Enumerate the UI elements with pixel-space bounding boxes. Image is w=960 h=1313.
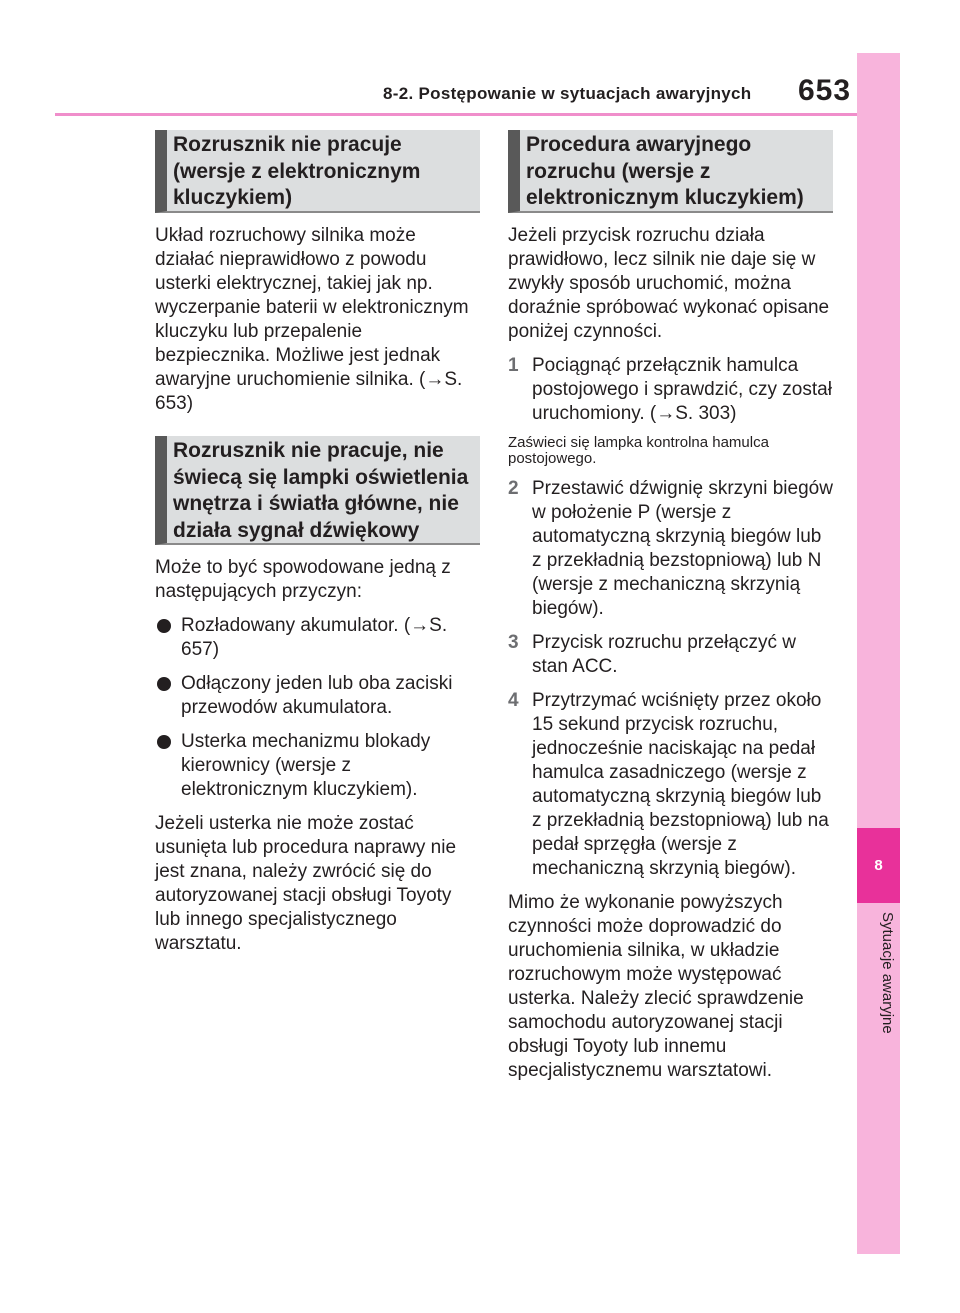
bullet-icon	[157, 619, 171, 633]
step-2	[508, 477, 833, 621]
paragraph-emergency-outro: Mimo że wykonanie powyższych czynności może doprowadzić do uruchomienia silnika, w układzie rozruchowym może występować usterka. Należy zlecić sprawdzenie samochodu autoryzowanej stacji obsługi Toyoty lub innemu specjalistycznemu warsztatowi.	[508, 892, 804, 1081]
step-3	[508, 631, 833, 679]
header-divider	[55, 113, 857, 116]
step-1	[508, 354, 833, 426]
step-text: Przytrzymać wciśnięty przez około 15 sekund przycisk rozruchu, jednocześnie naciskając na pedał hamulca zasadniczego (wersje z automatyczną skrzynią biegów lub z przekładnią bezstopniową) lub na pedał sprzęgła (wersje z mechaniczną skrzynią biegów).	[532, 690, 829, 879]
chapter-side-tab	[857, 53, 900, 1254]
list-item	[155, 730, 480, 802]
step-4	[508, 689, 833, 881]
step-number: 1	[508, 355, 519, 376]
chapter-title: Sytuacje awaryjne	[879, 912, 896, 1034]
paragraph-starter-cause: Układ rozruchowy silnika może działać nieprawidłowo z powodu usterki elektrycznej, takiej jak np. wyczerpanie baterii w elektronicznym kluczyku lub przepalenie bezpiecznika. Możliwe jest jednak awaryjne uruchomienie silnika. (→S. 653)	[155, 225, 469, 414]
step-number: 3	[508, 632, 519, 653]
step-note: Zaświeci się lampka kontrolna hamulca postojowego.	[508, 434, 769, 467]
list-item	[155, 614, 480, 662]
heading-emergency-start: Procedura awaryjnego rozruchu (wersje z elektronicznym kluczykiem)	[508, 130, 833, 213]
list-item-text: Rozładowany akumulator. (→S. 657)	[181, 615, 448, 660]
page-number: 653	[798, 74, 852, 107]
step-text: Pociągnąć przełącznik hamulca postojowego i sprawdzić, czy został uruchomiony. (→S. 303)	[532, 355, 832, 424]
step-number: 4	[508, 690, 519, 711]
heading-no-lights-no-horn: Rozrusznik nie pracuje, nie świecą się lampki oświetlenia wnętrza i światła główne, nie działa sygnał dźwiękowy	[155, 436, 480, 545]
paragraph-contact-service: Jeżeli usterka nie może zostać usunięta lub procedura naprawy nie jest znana, należy zwrócić się do autoryzowanej stacji obsługi Toyoty lub innego specjalistycznego warsztatu.	[155, 813, 457, 954]
list-item	[155, 672, 480, 720]
paragraph-possible-causes: Może to być spowodowane jedną z następujących przyczyn:	[155, 557, 451, 602]
step-text: Przycisk rozruchu przełączyć w stan ACC.	[532, 632, 796, 677]
list-item-text: Usterka mechanizmu blokady kierownicy (wersje z elektronicznym kluczykiem).	[181, 731, 431, 800]
chapter-number-badge[interactable]: 8	[857, 828, 900, 903]
step-number: 2	[508, 478, 519, 499]
step-text: Przestawić dźwignię skrzyni biegów w położenie P (wersje z automatyczną skrzynią biegów lub z przekładnią bezstopniową) lub N (wersje z mechaniczną skrzynią biegów).	[532, 478, 833, 619]
bullet-icon	[157, 735, 171, 749]
left-column	[155, 130, 480, 956]
section-title: 8-2. Postępowanie w sytuacjach awaryjnych	[383, 84, 752, 103]
list-item-text: Odłączony jeden lub oba zaciski przewodów akumulatora.	[181, 673, 453, 718]
bullet-icon	[157, 677, 171, 691]
paragraph-emergency-intro: Jeżeli przycisk rozruchu działa prawidłowo, lecz silnik nie daje się w zwykły sposób uruchomić, można doraźnie spróbować wykonać opisane poniżej czynności.	[508, 225, 830, 342]
heading-starter-not-working: Rozrusznik nie pracuje (wersje z elektronicznym kluczykiem)	[155, 130, 480, 213]
right-column	[508, 130, 833, 1083]
